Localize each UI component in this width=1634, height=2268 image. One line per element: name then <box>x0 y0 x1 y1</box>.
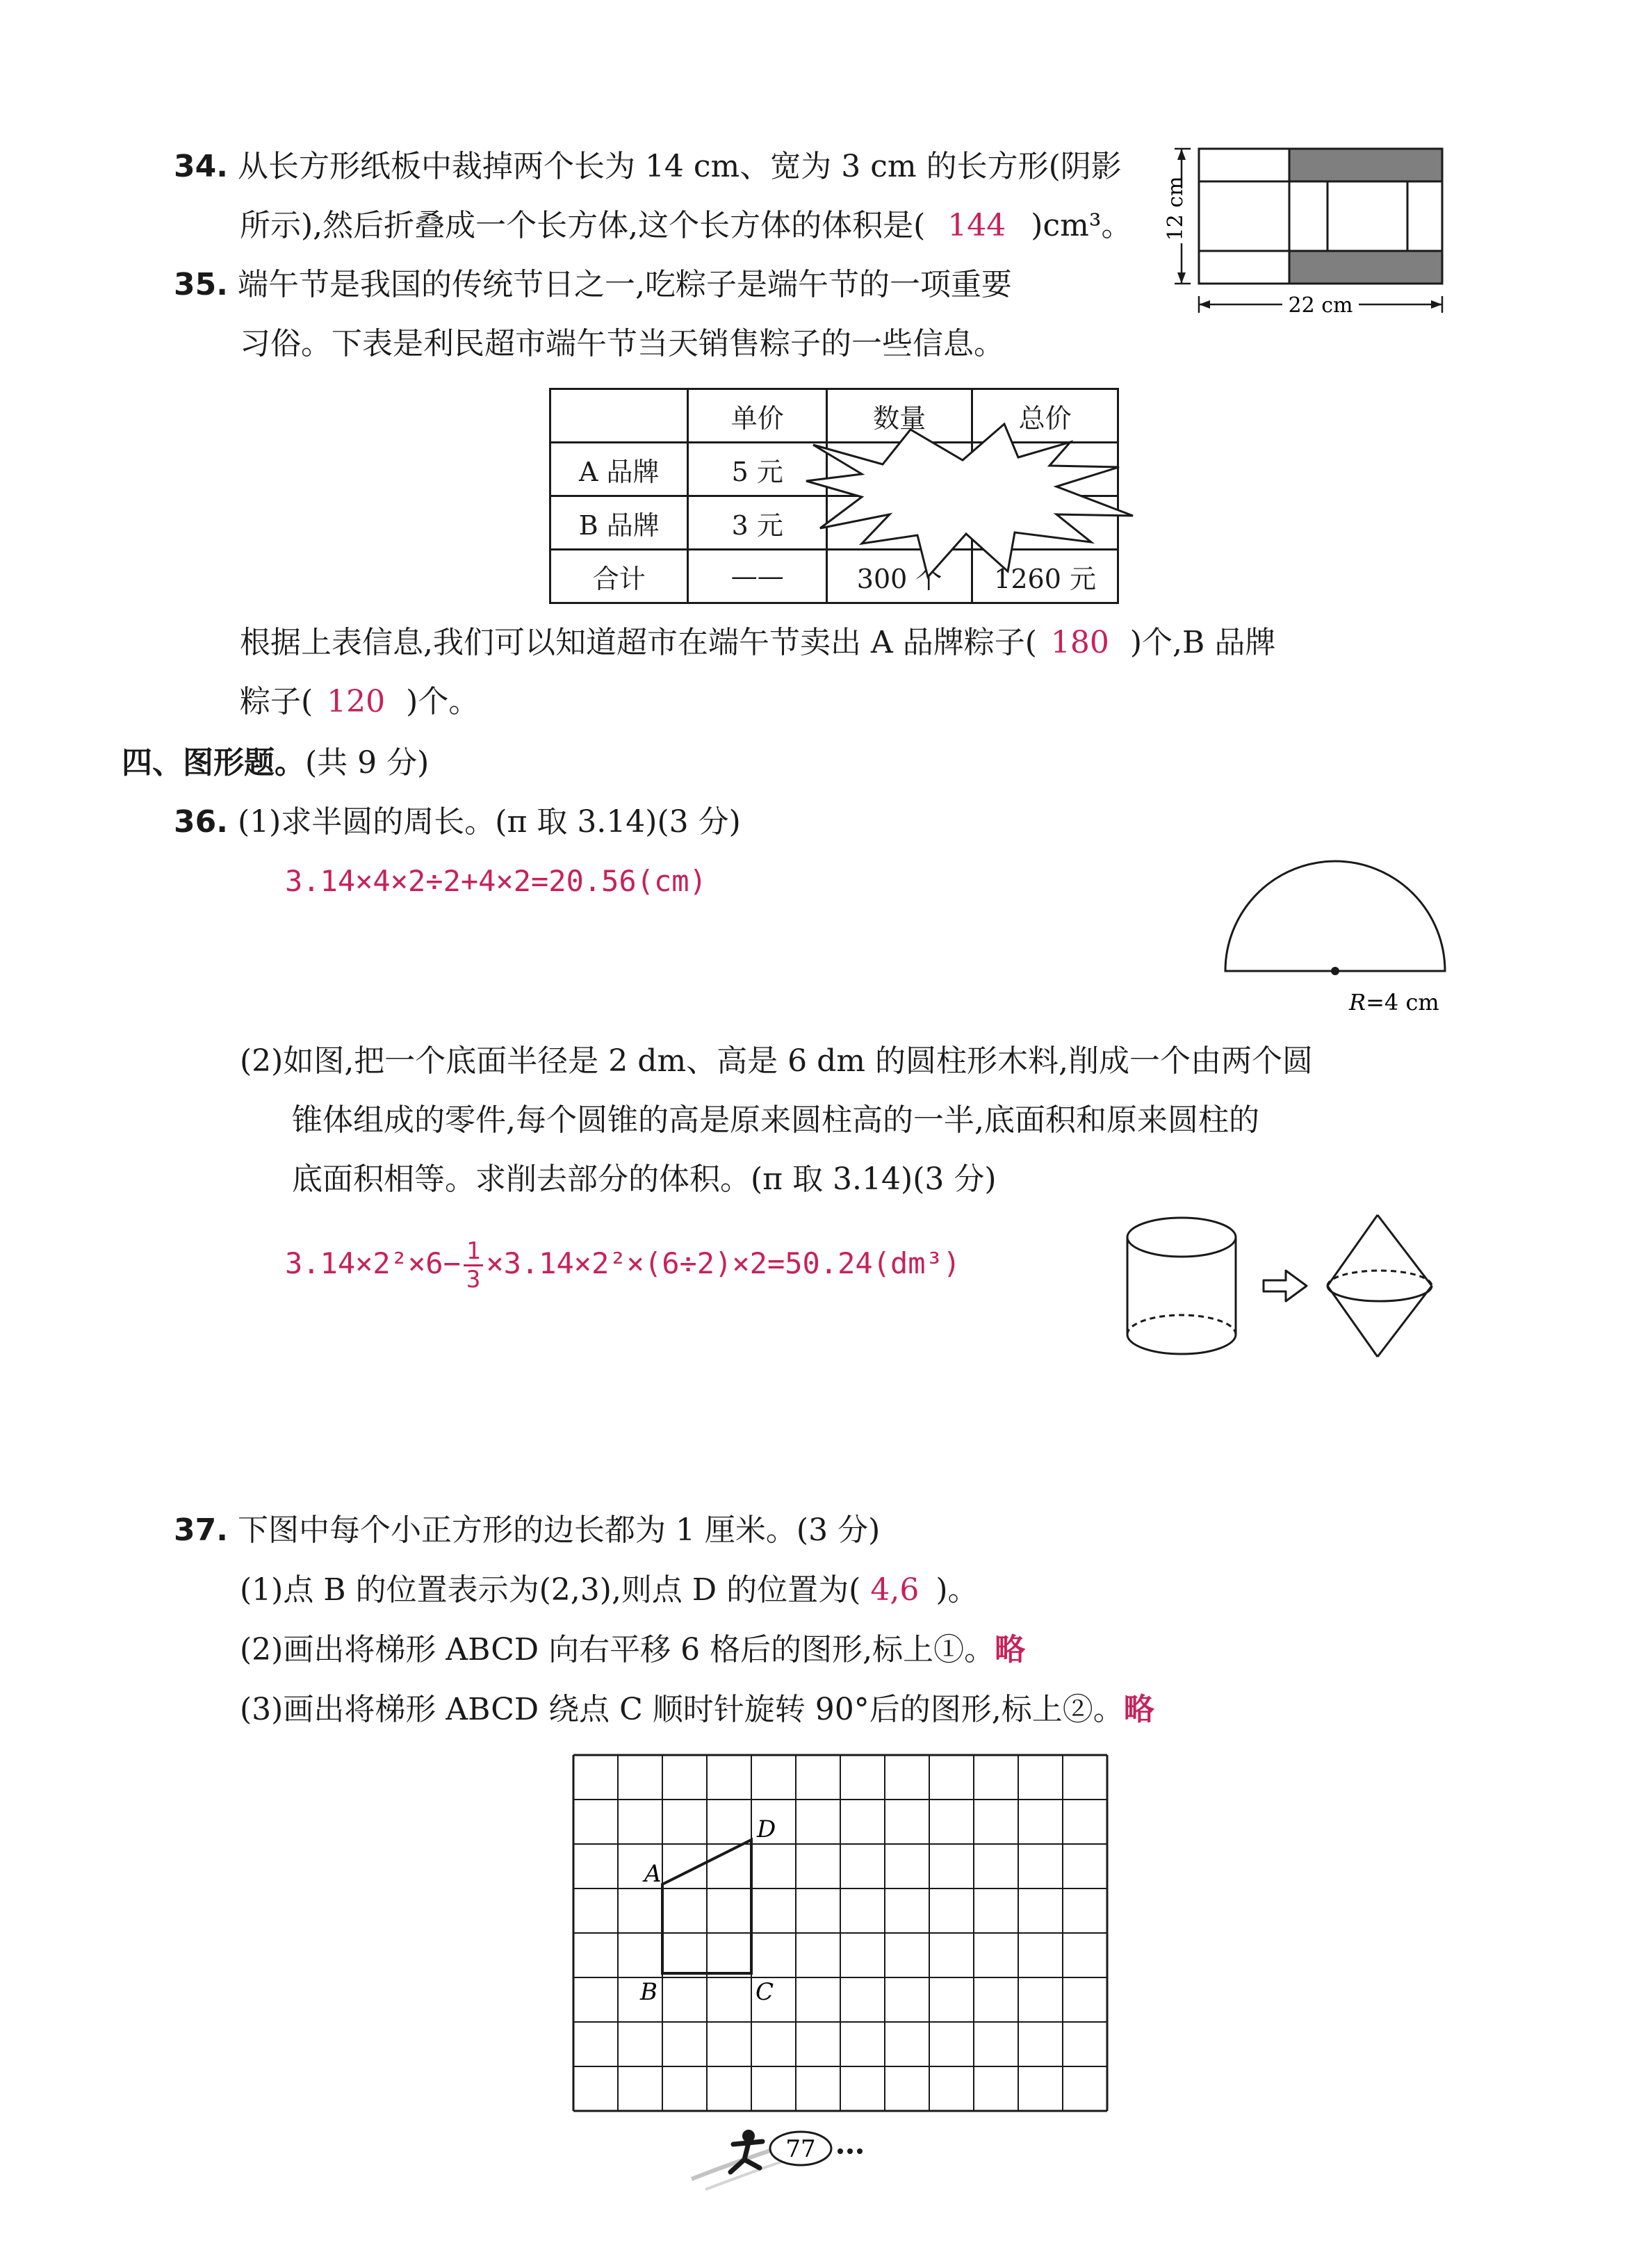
q36-number: 36. <box>174 804 228 840</box>
point-label-b: B <box>640 1978 657 2006</box>
point-label-c: C <box>755 1978 774 2006</box>
q35-number: 35. <box>174 267 228 302</box>
q34-text1: 从长方形纸板中裁掉两个长为 14 cm、宽为 3 cm 的长方形(阴影 <box>237 149 1122 184</box>
coordinate-grid <box>573 1755 1116 2108</box>
q34-width-label: 22 cm <box>1288 293 1353 318</box>
point-label-a: A <box>644 1860 662 1888</box>
q36-part2-line3: 底面积相等。求削去部分的体积。(π 取 3.14)(3 分) <box>292 1161 997 1197</box>
table-cell: 1260 元 <box>972 550 1118 603</box>
q34-paper-figure <box>1163 139 1449 327</box>
q37-answer1: 4,6 <box>870 1572 920 1608</box>
semicircle-figure <box>1213 851 1456 1018</box>
q36-part2-line2: 锥体组成的零件,每个圆锥的高是原来圆柱高的一半,底面积和原来圆柱的 <box>292 1102 1259 1138</box>
cylinder-top <box>1127 1218 1236 1257</box>
q37-number: 37. <box>174 1512 228 1548</box>
center-dot <box>1331 967 1339 975</box>
table-header-cell: 总价 <box>972 389 1118 443</box>
page-footer-decoration <box>685 2123 893 2193</box>
table-header-cell <box>550 389 688 443</box>
q37-line1: 37. 下图中每个小正方形的边长都为 1 厘米。(3 分) <box>174 1512 881 1548</box>
q34-line1 <box>174 146 1122 188</box>
q35-line2: 习俗。下表是利民超市端午节当天销售粽子的一些信息。 <box>240 326 1004 361</box>
table-header-cell: 单价 <box>688 389 827 443</box>
point-label-d: D <box>757 1816 776 1843</box>
q37-answer2: 略 <box>995 1632 1026 1667</box>
cylinder-to-cones-figure <box>1112 1209 1460 1369</box>
q37-part2: (2)画出将梯形 ABCD 向右平移 6 格后的图形,标上①。略 <box>240 1632 1026 1667</box>
q36-formula2: 3.14×2²×6− $\frac{1}{3}$ ×3.14×2²×(6÷2)×2=50.24(dm³) <box>285 1237 961 1294</box>
table-cell: —— <box>688 550 827 603</box>
runner-icon <box>730 2130 762 2172</box>
torn-patch-icon <box>806 417 1133 584</box>
q37-part3: (3)画出将梯形 ABCD 绕点 C 顺时针旋转 90°后的图形,标上②。略 <box>240 1692 1154 1727</box>
q36-part2-line1: (2)如图,把一个底面半径是 2 dm、高是 6 dm 的圆柱形木料,削成一个由两个圆 <box>240 1043 1313 1079</box>
q37-answer3: 略 <box>1123 1692 1154 1727</box>
q34-height-label: 12 cm <box>1163 176 1188 241</box>
q34-number: 34. <box>174 149 228 184</box>
table-header-cell: 数量 <box>827 389 972 443</box>
table-cell: 5 元 <box>688 443 827 496</box>
cut-rect-bottom <box>1289 251 1442 284</box>
table-cell: B 品牌 <box>550 496 688 550</box>
q36-part1: 36. (1)求半圆的周长。(π 取 3.14)(3 分) <box>174 804 741 840</box>
q34-line2: 所示),然后折叠成一个长方体,这个长方体的体积是( 144 )cm³。 <box>240 208 1132 243</box>
q35-after-line1: 根据上表信息,我们可以知道超市在端午节卖出 A 品牌粽子( 180 )个,B 品牌 <box>240 625 1276 660</box>
semicircle-label: R=4 cm <box>1349 989 1439 1015</box>
q34-answer: 144 <box>947 208 1006 243</box>
q35-after-line2: 粽子( 120 )个。 <box>240 684 480 719</box>
table-cell: A 品牌 <box>550 443 688 496</box>
cut-rect-top <box>1289 149 1442 181</box>
q36-formula1: 3.14×4×2÷2+4×2=20.56(cm) <box>285 864 707 898</box>
table-cell: 3 元 <box>688 496 827 550</box>
table-cell: 300 个 <box>827 550 972 603</box>
section4-title: 四、图形题。(共 9 分) <box>122 745 430 781</box>
right-arrow-icon <box>1264 1271 1307 1301</box>
q37-part1: (1)点 B 的位置表示为(2,3),则点 D 的位置为( 4,6 )。 <box>240 1572 979 1608</box>
q35-line1: 35. 端午节是我国的传统节日之一,吃粽子是端午节的一项重要 <box>174 267 1012 302</box>
page-number: 77 <box>785 2135 816 2163</box>
fraction-one-third: $\frac{1}{3}$ <box>464 1238 483 1293</box>
table-cell: 合计 <box>550 550 688 603</box>
q35-answer-a: 180 <box>1050 625 1109 660</box>
q35-answer-b: 120 <box>327 684 386 719</box>
